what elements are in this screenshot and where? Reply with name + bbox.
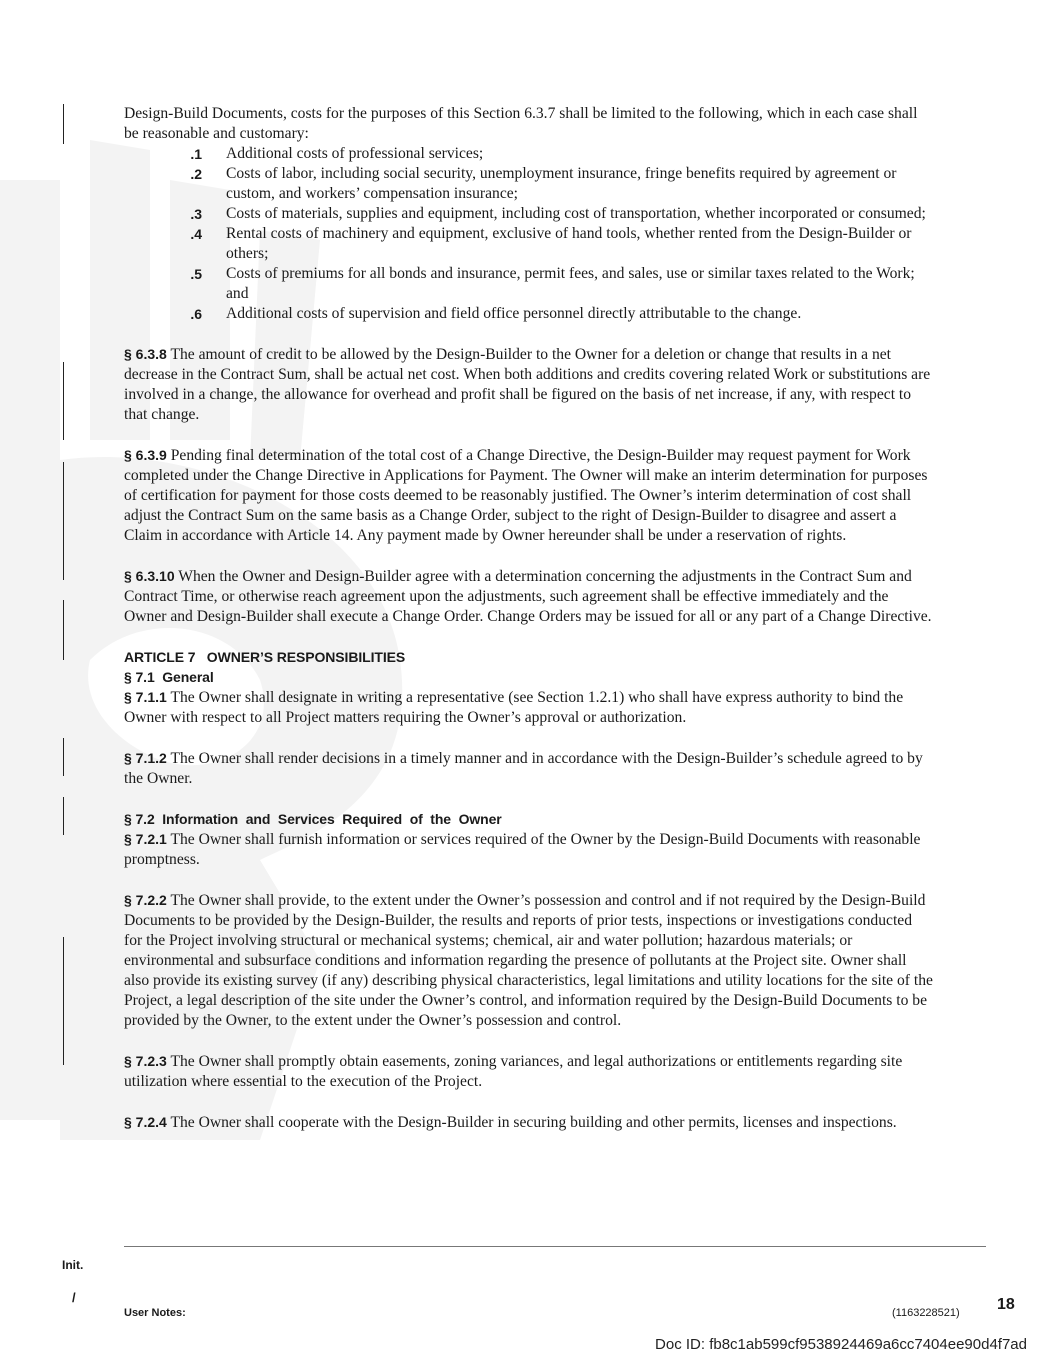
revision-bar: [63, 738, 64, 776]
user-notes-label: User Notes:: [124, 1307, 186, 1319]
article-7-heading: ARTICLE 7 OWNER’S RESPONSIBILITIES: [124, 649, 406, 665]
document-body: [124, 104, 934, 1133]
section-label: § 7.2.4: [124, 1114, 167, 1130]
footer-divider: [124, 1246, 986, 1247]
revision-bar: [63, 362, 64, 440]
list-item: [124, 224, 934, 264]
list-item: [124, 164, 934, 204]
cost-list: [124, 144, 934, 324]
section-label: § 6.3.9: [124, 447, 167, 463]
list-text: Costs of premiums for all bonds and insurance, permit fees, and sales, use or similar taxes related to the Work; and: [226, 265, 915, 302]
list-item: [124, 144, 934, 164]
section-text: The Owner shall promptly obtain easements, zoning variances, and legal authorizations or entitlements regarding site utilization where essential to the execution of the Project.: [124, 1053, 903, 1090]
section-label: § 7.1.2: [124, 750, 167, 766]
section-6-3-9: [124, 445, 934, 546]
section-7-2-2: [124, 890, 934, 1031]
section-text: When the Owner and Design-Builder agree with a determination concerning the adjustments in the Contract Sum and Contract Time, or otherwise reach agreement upon the adjustments, such agreement shall be effective immediately and the Owner and Design-Builder shall execute a Change Order. Change Orders may be issued for all or any part of a Change Directive.: [124, 568, 932, 625]
doc-id: Doc ID: fb8c1ab599cf9538924469a6cc7404ee90d4f7ad: [655, 1336, 1027, 1353]
section-7-1-1: [124, 687, 934, 728]
section-text: The Owner shall furnish information or services required of the Owner by the Design-Build Documents with reasonable promptness.: [124, 831, 921, 868]
section-text: The Owner shall cooperate with the Design-Builder in securing building and other permits, licenses and inspections.: [170, 1114, 897, 1131]
list-text: Additional costs of professional services;: [226, 145, 484, 162]
intro-paragraph: Design-Build Documents, costs for the purposes of this Section 6.3.7 shall be limited to the following, which in each case shall be reasonable and customary:: [124, 105, 918, 142]
section-text: Pending final determination of the total cost of a Change Directive, the Design-Builder may request payment for Work completed under the Change Directive in Applications for Payment. The Owner will make an interim determination for purposes of certification for payment for those costs deemed to be reasonably justified. The Owner’s interim determination of cost shall adjust the Contract Sum on the same basis as a Change Order, subject to the right of Design-Builder to disagree and assert a Claim in accordance with Article 14. Any payment made by Owner hereunder shall be under a reservation of rights.: [124, 447, 928, 544]
list-item: [124, 264, 934, 304]
list-text: Costs of materials, supplies and equipment, including cost of transportation, whether incorporated or consumed;: [226, 205, 926, 222]
section-text: The Owner shall designate in writing a representative (see Section 1.2.1) who shall have express authority to bind the Owner with respect to all Project matters requiring the Owner’s approval or authorization.: [124, 689, 904, 726]
section-label: § 7.1.1: [124, 689, 167, 705]
list-text: Additional costs of supervision and field office personnel directly attributable to the change.: [226, 305, 802, 322]
section-6-3-10: [124, 566, 934, 627]
revision-bar: [63, 600, 64, 660]
section-7-2-heading: § 7.2 Information and Services Required of the Owner: [124, 811, 502, 827]
section-7-2-3: [124, 1051, 934, 1092]
list-number: .1: [190, 146, 202, 162]
init-slash: /: [72, 1290, 76, 1305]
revision-bar: [63, 937, 64, 1065]
list-number: .4: [190, 226, 202, 242]
revision-bar: [63, 104, 64, 144]
list-number: .5: [190, 266, 202, 282]
list-item: [124, 204, 934, 224]
section-label: § 7.2.2: [124, 892, 167, 908]
list-item: [124, 304, 934, 324]
section-7-2-1: [124, 829, 934, 870]
section-text: The amount of credit to be allowed by the Design-Builder to the Owner for a deletion or change that results in a net decrease in the Contract Sum, shall be actual net cost. When both additions and credits covering related Work or substitutions are involved in a change, the allowance for overhead and profit shall be figured on the basis of net increase, if any, with respect to that change.: [124, 346, 931, 423]
section-label: § 7.2.3: [124, 1053, 167, 1069]
init-label: Init.: [62, 1258, 84, 1272]
section-label: § 6.3.10: [124, 568, 175, 584]
page-number: 18: [997, 1296, 1015, 1313]
list-number: .3: [190, 206, 202, 222]
serial-number: (1163228521): [892, 1307, 960, 1319]
list-number: .6: [190, 306, 202, 322]
list-text: Costs of labor, including social security, unemployment insurance, fringe benefits required by agreement or custom, and workers’ compensation insurance;: [226, 165, 897, 202]
section-text: The Owner shall provide, to the extent under the Owner’s possession and control and if not required by the Design-Build Documents to be provided by the Design-Builder, the results and reports of prior tests, inspections or investigations conducted for the Project involving structural or mechanical systems; chemical, air and water pollution; hazardous materials; or environmental and subsurface conditions and information regarding the presence of pollutants at the Project site. Owner shall also provide its existing survey (if any) describing physical characteristics, legal limitations and utility locations for the site of the Project, a legal description of the site under the Owner’s control, and information required by the Design-Build Documents to be provided by the Owner, to the extent under the Owner’s possession and control.: [124, 892, 933, 1029]
section-label: § 6.3.8: [124, 346, 167, 362]
revision-bar: [63, 797, 64, 835]
section-7-1-heading: § 7.1 General: [124, 669, 214, 685]
section-6-3-8: [124, 344, 934, 425]
section-7-2-4: [124, 1112, 934, 1133]
revision-bar: [63, 462, 64, 580]
section-text: The Owner shall render decisions in a timely manner and in accordance with the Design-Builder’s schedule agreed to by the Owner.: [124, 750, 923, 787]
section-label: § 7.2.1: [124, 831, 167, 847]
section-7-1-2: [124, 748, 934, 789]
list-text: Rental costs of machinery and equipment, exclusive of hand tools, whether rented from the Design-Builder or others;: [226, 225, 912, 262]
list-number: .2: [190, 166, 202, 182]
